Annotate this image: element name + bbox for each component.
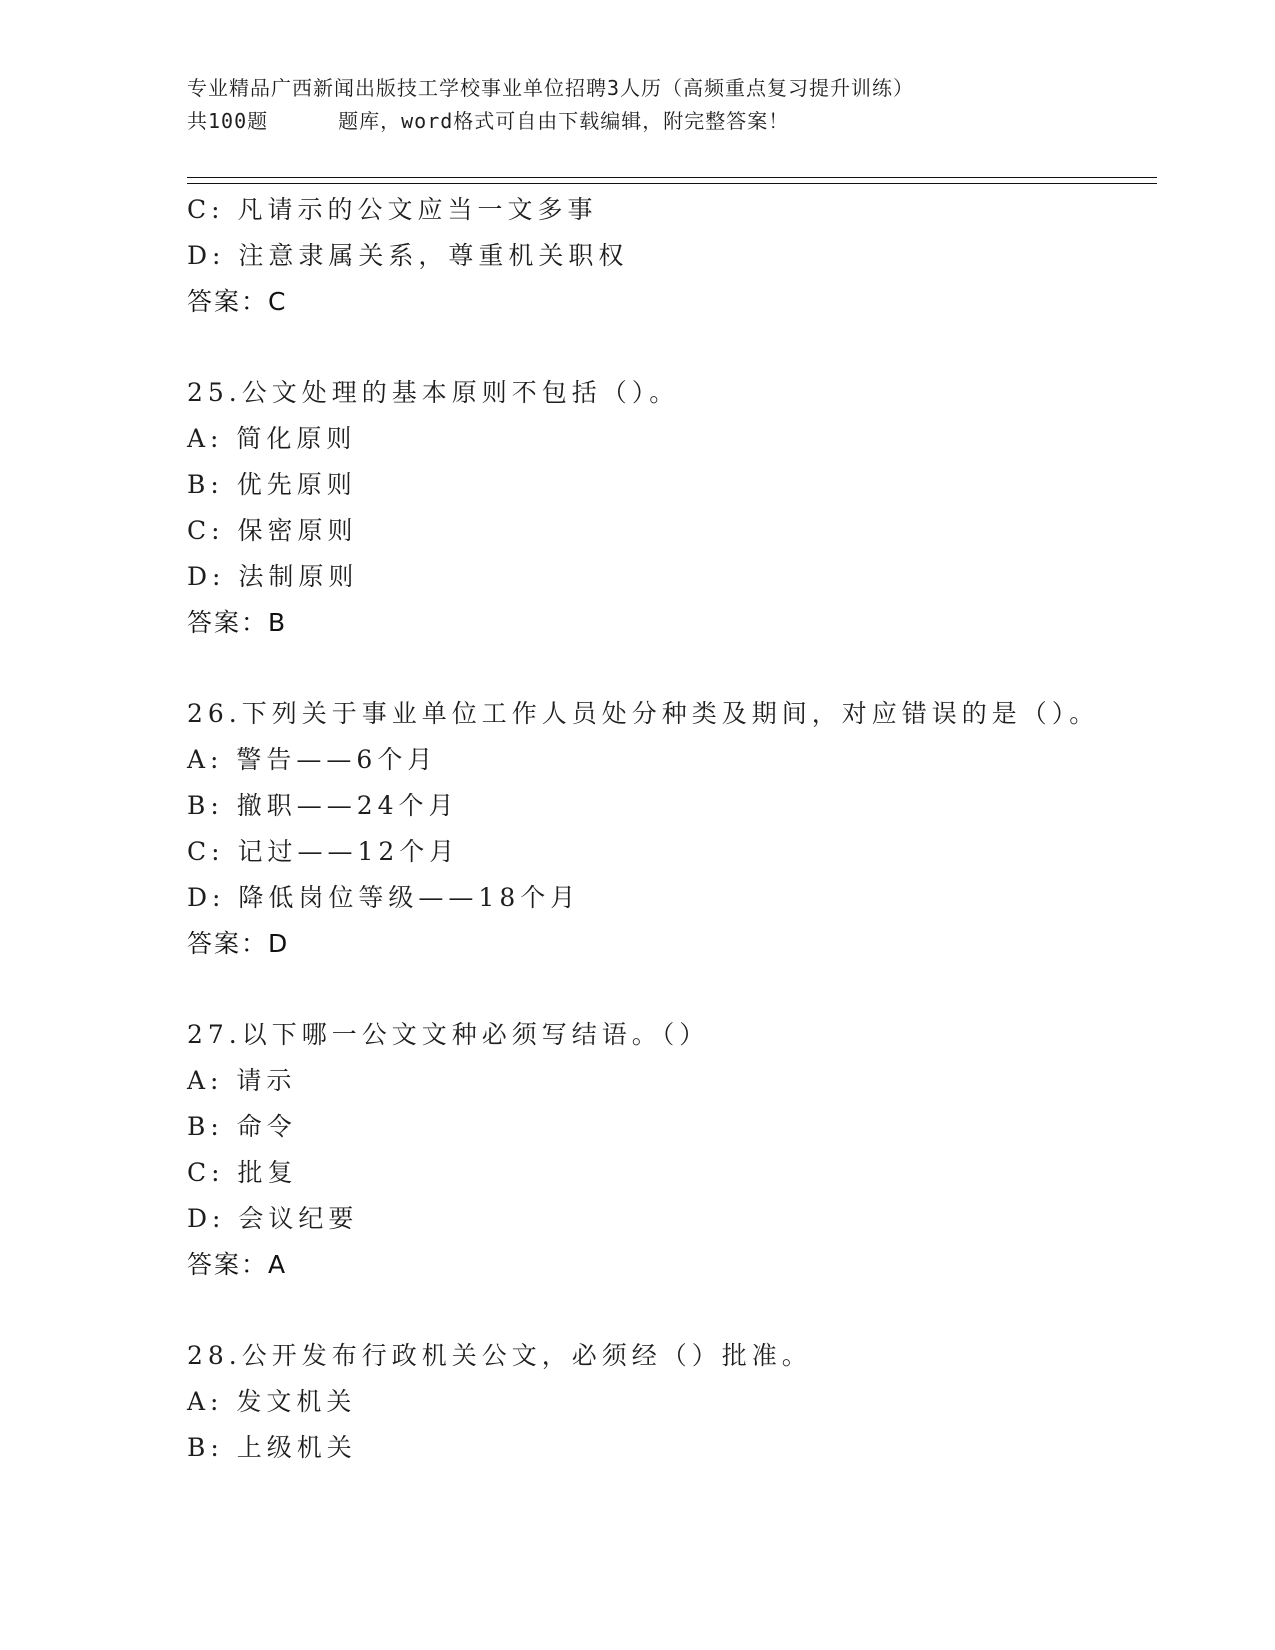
option-b: B: 上级机关 [187, 1433, 357, 1462]
option-b: B: 撤职——24个月 [187, 791, 459, 820]
header-divider-bottom [187, 183, 1157, 184]
option-a: A: 简化原则 [187, 424, 357, 453]
document-header [187, 72, 1167, 138]
option-c: C: 批复 [187, 1158, 298, 1187]
question-list [187, 187, 1167, 1471]
option-b: B: 优先原则 [187, 470, 357, 499]
header-title-line: 专业精品广西新闻出版技工学校事业单位招聘3人历（高频重点复习提升训练） [187, 76, 915, 100]
answer-label: 答案：C [187, 287, 288, 316]
question-28: 28.公开发布行政机关公文，必须经（）批准。 [187, 1341, 812, 1370]
option-c: C: 记过——12个月 [187, 837, 460, 866]
header-divider-top [187, 177, 1157, 178]
option-b: B: 命令 [187, 1112, 297, 1141]
header-subtitle-line [187, 105, 1167, 138]
option-c: C: 凡请示的公文应当一文多事 [187, 195, 598, 224]
option-c: C: 保密原则 [187, 516, 358, 545]
option-d: D: 法制原则 [187, 562, 359, 591]
question-26: 26.下列关于事业单位工作人员处分种类及期间，对应错误的是（）。 [187, 699, 1100, 728]
answer-label: 答案：B [187, 608, 288, 637]
option-d: D: 会议纪要 [187, 1204, 359, 1233]
question-27: 27.以下哪一公文文种必须写结语。（） [187, 1020, 710, 1049]
header-description: 题库，word格式可自由下载编辑，附完整答案！ [338, 109, 790, 133]
option-a: A: 警告——6个月 [187, 745, 438, 774]
answer-label: 答案：A [187, 1250, 288, 1279]
option-a: A: 请示 [187, 1066, 297, 1095]
option-d: D: 降低岗位等级——18个月 [187, 883, 581, 912]
question-count: 共100题 [187, 109, 269, 133]
option-d: D: 注意隶属关系，尊重机关职权 [187, 241, 629, 270]
answer-label: 答案：D [187, 929, 290, 958]
option-a: A: 发文机关 [187, 1387, 357, 1416]
question-25: 25.公文处理的基本原则不包括（）。 [187, 378, 680, 407]
